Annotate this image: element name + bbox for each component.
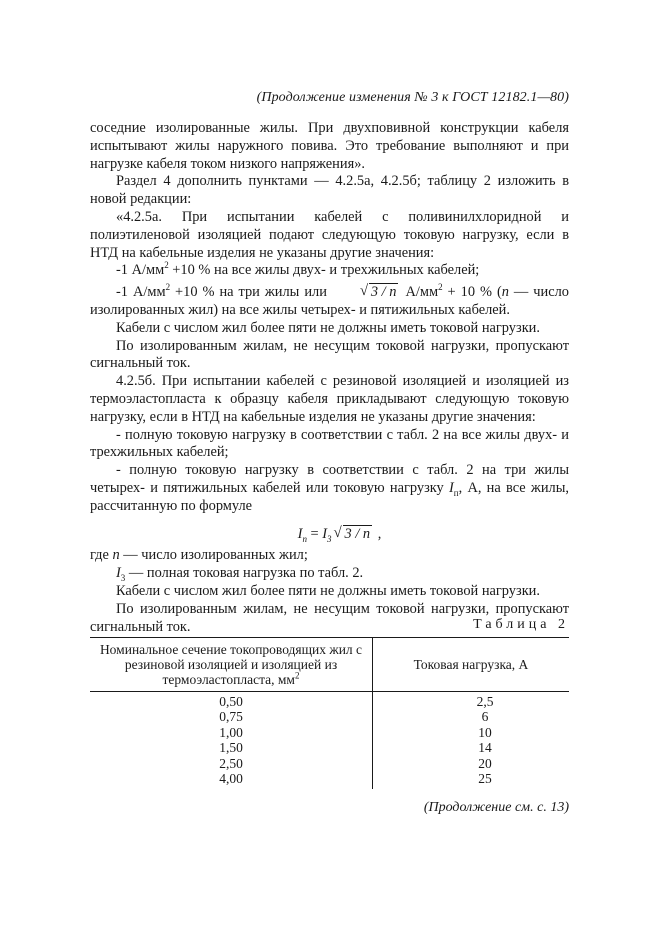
text-run: ,: [374, 525, 382, 542]
subscript: п: [302, 533, 307, 544]
cell-load: 25: [478, 771, 492, 787]
cell-section: 2,50: [90, 756, 373, 771]
superscript: 2: [438, 282, 443, 293]
cell-load: 10: [478, 724, 492, 740]
text-run: А/мм: [400, 284, 439, 301]
column-header-section: [90, 638, 373, 692]
text-run: , А, на все жилы, рассчитанную по формуле: [90, 479, 569, 514]
paragraph: По изолированным жилам, не несущим токовой нагрузки, пропускают сигнальный ток.: [90, 337, 569, 372]
table-row: [90, 740, 569, 755]
text-run: +10 % на все жилы двух- и трехжильных кабелей;: [168, 262, 480, 279]
current-load-table: [90, 637, 569, 789]
subscript: 3: [327, 533, 332, 544]
cell-section: 0,50: [90, 692, 373, 710]
cell-load: 6: [481, 709, 489, 725]
paragraph: 4.2.5б. При испытании кабелей с резиновой изоляцией и изоляцией из термоэластопласта к образцу кабеля прикладывают следующую токовую нагрузку, если в НТД на кабельные изделия не указаны другие значения:: [90, 373, 569, 425]
superscript: 2: [164, 260, 169, 271]
equals: =: [306, 525, 323, 542]
paragraph: «4.2.5а. При испытании кабелей с поливинилхлоридной и полиэтиленовой изоляцией подают следующую токовую нагрузку, если в НТД на кабельные изделия не указаны другие значения:: [90, 208, 569, 261]
paragraph: [90, 547, 569, 565]
variable: I: [448, 479, 454, 496]
continuation-footer: (Продолжение см. с. 13): [423, 800, 569, 815]
paragraph: По изолированным жилам, не несущим токовой нагрузки, пропускают сигнальный ток.: [90, 600, 569, 635]
radical-sign-icon: √: [359, 283, 369, 300]
text-run: — число изолированных жил) на все жилы четырех- и пятижильных кабелей.: [90, 284, 569, 318]
square-root: [334, 526, 373, 544]
cell-load: 14: [478, 740, 492, 756]
formula: [90, 526, 569, 544]
paragraph: [90, 262, 569, 280]
paragraph: Кабели с числом жил более пяти не должны иметь токовой нагрузки.: [116, 319, 540, 336]
text-run: - полную токовую нагрузку в соответствии с табл. 2 на три жилы четырех- и пятижильных кабелей или токовую нагрузку: [90, 462, 569, 496]
paragraph: Кабели с числом жил более пяти не должны иметь токовой нагрузки.: [116, 582, 540, 599]
table-row: [90, 709, 569, 724]
text-run: — число изолированных жил;: [119, 547, 308, 564]
document-body: [90, 120, 569, 636]
table-row: [90, 725, 569, 740]
cell-load: 20: [478, 755, 492, 771]
paragraph: - полную токовую нагрузку в соответствии с табл. 2 на все жилы двух- и трехжильных кабелей;: [90, 426, 569, 461]
paragraph: соседние изолированные жилы. При двухповивной конструкции кабеля испытывают жилы наружного повива. Это требование выполняют и при нагрузке кабеля током низкого напряжения».: [90, 120, 569, 172]
text-run: +10 % на три жилы или: [170, 284, 332, 301]
superscript: 2: [165, 282, 171, 293]
radicand: 3 / n: [344, 525, 371, 542]
variable: n: [501, 284, 509, 301]
cell-section: 1,50: [90, 740, 373, 755]
variable: I: [297, 525, 303, 542]
text-run: + 10 % (: [442, 284, 502, 301]
superscript: 2: [294, 670, 300, 681]
subscript: 3: [120, 573, 126, 583]
variable: I: [116, 565, 121, 582]
radicand: 3 / n: [370, 284, 397, 301]
paragraph: [90, 284, 569, 320]
text-run: где: [90, 547, 113, 564]
paragraph: Раздел 4 дополнить пунктами — 4.2.5а, 4.2.5б; таблицу 2 изложить в новой редакции:: [90, 173, 569, 208]
text-run: — полная токовая нагрузка по табл. 2.: [125, 565, 364, 582]
variable: I: [322, 525, 328, 542]
table-header-row: [90, 638, 569, 692]
cell-section: 4,00: [90, 771, 373, 789]
table-row: [90, 771, 569, 789]
cell-load: 2,5: [476, 694, 494, 709]
continuation-header: (Продолжение изменения № 3 к ГОСТ 12182.1—80): [256, 90, 569, 105]
variable: n: [112, 547, 120, 564]
table-row: [90, 756, 569, 771]
column-header-load: Токовая нагрузка, А: [373, 638, 570, 692]
table-caption: Таблица 2: [473, 617, 569, 632]
paragraph: [90, 462, 569, 515]
text-run: -1 А/мм: [116, 262, 165, 279]
table-row: [90, 692, 569, 710]
paragraph: [90, 565, 569, 583]
text-run: -1 А/мм: [116, 284, 166, 301]
cell-section: 0,75: [90, 709, 373, 724]
cell-section: 1,00: [90, 725, 373, 740]
square-root: [334, 284, 399, 302]
header-text: Номинальное сечение токопроводящих жил с резиновой изоляцией и изоляцией из термоэластопласта, мм: [99, 642, 363, 687]
radical-sign-icon: √: [333, 524, 342, 541]
subscript: п: [453, 487, 459, 498]
